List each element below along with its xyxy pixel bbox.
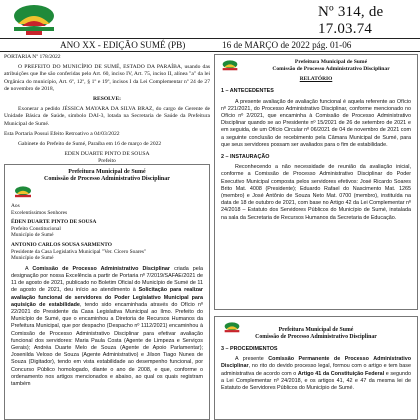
memo-recipients (11, 203, 203, 262)
memo-header (11, 169, 203, 183)
procedimentos-commission: Comissão de Processo Administrativo Disciplinar (255, 334, 377, 340)
memo-card (4, 164, 210, 420)
recipient1-name: ÉDEN DUARTE PINTO DE SOUSA (11, 219, 97, 226)
portaria-resolve: RESOLVE: (92, 96, 122, 103)
right-column (214, 54, 418, 420)
procedimentos-header (221, 327, 411, 341)
section-procedimentos-text (221, 356, 411, 392)
issue-number: Nº 314, de 17.03.74 (318, 4, 384, 37)
recipient1-role: Prefeito Constitucional (11, 225, 61, 232)
relatorio-commission: Comissão de Processo Administrativo Disciplinar (272, 65, 390, 72)
section-instauracao-text: Reconhecendo a não necessidade de reunião da avaliação inicial, conforme a Comissão de Processo Administrativo Disciplinar do Poder Executivo Municipal composta pelos servidores efetivos: José Ricardo Soares Brito Mat. 4008 (Presidente); Eduardo Rafael do Nascimento Mat. 1265 (membro) e José Antônio de Souza Neto Mat. 0700 (membro), instituída na data de 18 de outubro de 2021, com base no Artigo 42 da Lei Complementar nº 24/2018 – Estatuto dos Servidores Públicos do Município de Sumé, instalada na sala da Secretaria de Recursos Humanos da Secretaria de Educação. (221, 164, 411, 221)
relatorio-org: Prefeitura Municipal de Sumé (294, 59, 368, 65)
portaria-place-date: Gabinete do Prefeito de Sumé, Paraíba em 16 de março de 2022 (18, 141, 162, 148)
memo-to-label: Aos (11, 203, 20, 209)
section-instauracao-title: 2 – INSTAURAÇÃO (221, 154, 270, 161)
memo-body-prefix: A (25, 265, 33, 272)
procedimentos-bold2: Artigo 41 da Constituição Federal (297, 370, 385, 377)
signer-role: Prefeito (98, 158, 116, 165)
gazette-header (0, 0, 420, 36)
portaria-preamble: O PREFEITO DO MUNICÍPIO DE SUMÉ, ESTADO DA PARAÍBA, usando das atribuições que lhe são conferidas pelo Art. 60, inciso IV, Art. 75, inciso II, alínea "a" da lei Orgânica do município, Art. 6º, 12º, § 1º e 19º, incisos I da Lei Complementar nº 24 de 27 de novembro de 2018, (4, 64, 210, 92)
procedimentos-card (214, 316, 418, 420)
memo-body-mid: criada pela designação por nossa Excelência a partir de Portaria nº 7/2019/SAFAE/2021 de 11 de agosto de 2021, publicado no Boletim Oficial do Município de Sumé de 11 de agosto de 2021, deu início ao atendimento à (11, 265, 204, 294)
memo-body-tail: , tendo sido encaminhada através do Ofício nº 22/2021 do Presidente da Casa Legislativa Municipal ao Ilmo. Prefeito do Município de Sumé, que o encaminhou a Diretoria de Recursos Humanos da Prefeitura Municipal, que por despacho (Despacho nº 1112/2021) encaminhou à Comissão de Processo Administrativo Disciplinar para efetivar avaliação funcional dos servidores: Maria Paula Costa (Agente de Limpeza e Serviços Gerais); Andréa Duarte Melo de Souza (Agente de Apoio Parlamentar); Josenilda Veloso de Souza (Agente Administrativo) e Jilson Tiago Nunes de Souza (Digitador), tendo em vista estabilidade ao desempenho funcional, por Concurso Público homologado, diante o ano de 2008, e que, conforme o ordenamento nos artigos mencionados e abaixo, ao qual os quais registram também (11, 301, 203, 387)
municipal-crest-small-logo (219, 59, 241, 72)
section-procedimentos-title: 3 – PROCEDIMENTOS (221, 346, 278, 352)
memo-to: Excelentíssimos Senhores (11, 209, 68, 216)
portaria-exoneration: Exonerar a pedido JÉSSICA MAYARA DA SILVA BRAZ, do cargo de Gerente de Unidade Básica de Saúde, símbolo DAI-3, lotada na Secretaria de Saúde da Prefeitura Municipal de Sumé. (4, 106, 210, 127)
procedimentos-mid: , no rito do devido processo legal, formou com o artigo e tem base administrativa de acordo com o (221, 363, 411, 377)
recipient2-role: Presidente da Casa Legislativa Municipal "Ver. Cícero Soares" (11, 248, 147, 255)
municipal-crest-small-logo (11, 185, 35, 199)
memo-commission: Comissão de Processo Administrativo Disciplinar (44, 176, 170, 182)
edition-label: ANO XX - EDIÇÃO SUMÉ (PB) (60, 40, 186, 50)
procedimentos-prefix: A presente (235, 356, 269, 363)
edition-date: 16 de MARÇO de 2022 pág. 01-06 (222, 40, 352, 50)
relatorio-card (214, 54, 418, 310)
memo-body-bold1: Comissão de Processo Administrativo Disciplinar (32, 265, 171, 272)
portaria-section (4, 54, 210, 165)
relatorio-title: RELATÓRIO (299, 76, 333, 83)
municipal-crest-small-logo (221, 321, 243, 334)
section-antecedentes-text: A presente avaliação de avaliação funcional é aquela referente ao Ofício nº 221/2021, do Processo Administrativo Disciplinar, conforme mencionado no Ofício nº 2/2021, que encaminha à Comissão de Processo Administrativo Disciplinar quando se ao Presidente nº 15/2021 de 26 de setembro de 2021 e em seguida, de um Ofício Circular nº 06/2021 de 04 de novembro de 2021 com a seguinte conclusão de recebimento pela Câmara Municipal de Sumé, para que seus servidores possam ser avaliados para o fim de estabilidade. (221, 98, 411, 148)
recipient1-place: Município de Sumé (11, 232, 54, 239)
portaria-effect: Esta Portaria Possui Efeito Retroativo a 04/03/2022 (4, 130, 120, 137)
section-antecedentes-title: 1 – ANTECEDENTES (221, 88, 274, 95)
left-column (4, 54, 210, 420)
procedimentos-org: Prefeitura Municipal de Sumé (278, 327, 354, 333)
recipient2-place: Município de Sumé (11, 255, 54, 262)
memo-body (11, 266, 203, 388)
procedimentos-tail: e segundo a Lei Complementar nº 24/2018, e os artigos 41, 42 e 47 da mesma lei de Estatuto de Servidores Públicos do Município de Sumé. (221, 370, 412, 392)
memo-body-bold2: Solicitação para realizar avaliação funcional de servidores do Poder Legislativo Municipal para aquisição de estabilidade (11, 287, 203, 308)
procedimentos-bold1: Comissão Permanente de Processo Administrativo Disciplinar (221, 356, 411, 370)
edition-line (0, 38, 420, 52)
portaria-number: PORTARIA Nº 178/2022 (4, 54, 61, 60)
municipal-crest-logo (4, 2, 64, 36)
recipient2-name: ANTONIO CARLOS SOUSA SARMENTO (11, 241, 112, 248)
memo-org: Prefeitura Municipal de Sumé (68, 169, 146, 175)
signer-name: EDEN DUARTE PINTO DE SOUSA (64, 151, 150, 158)
relatorio-header (251, 59, 411, 72)
